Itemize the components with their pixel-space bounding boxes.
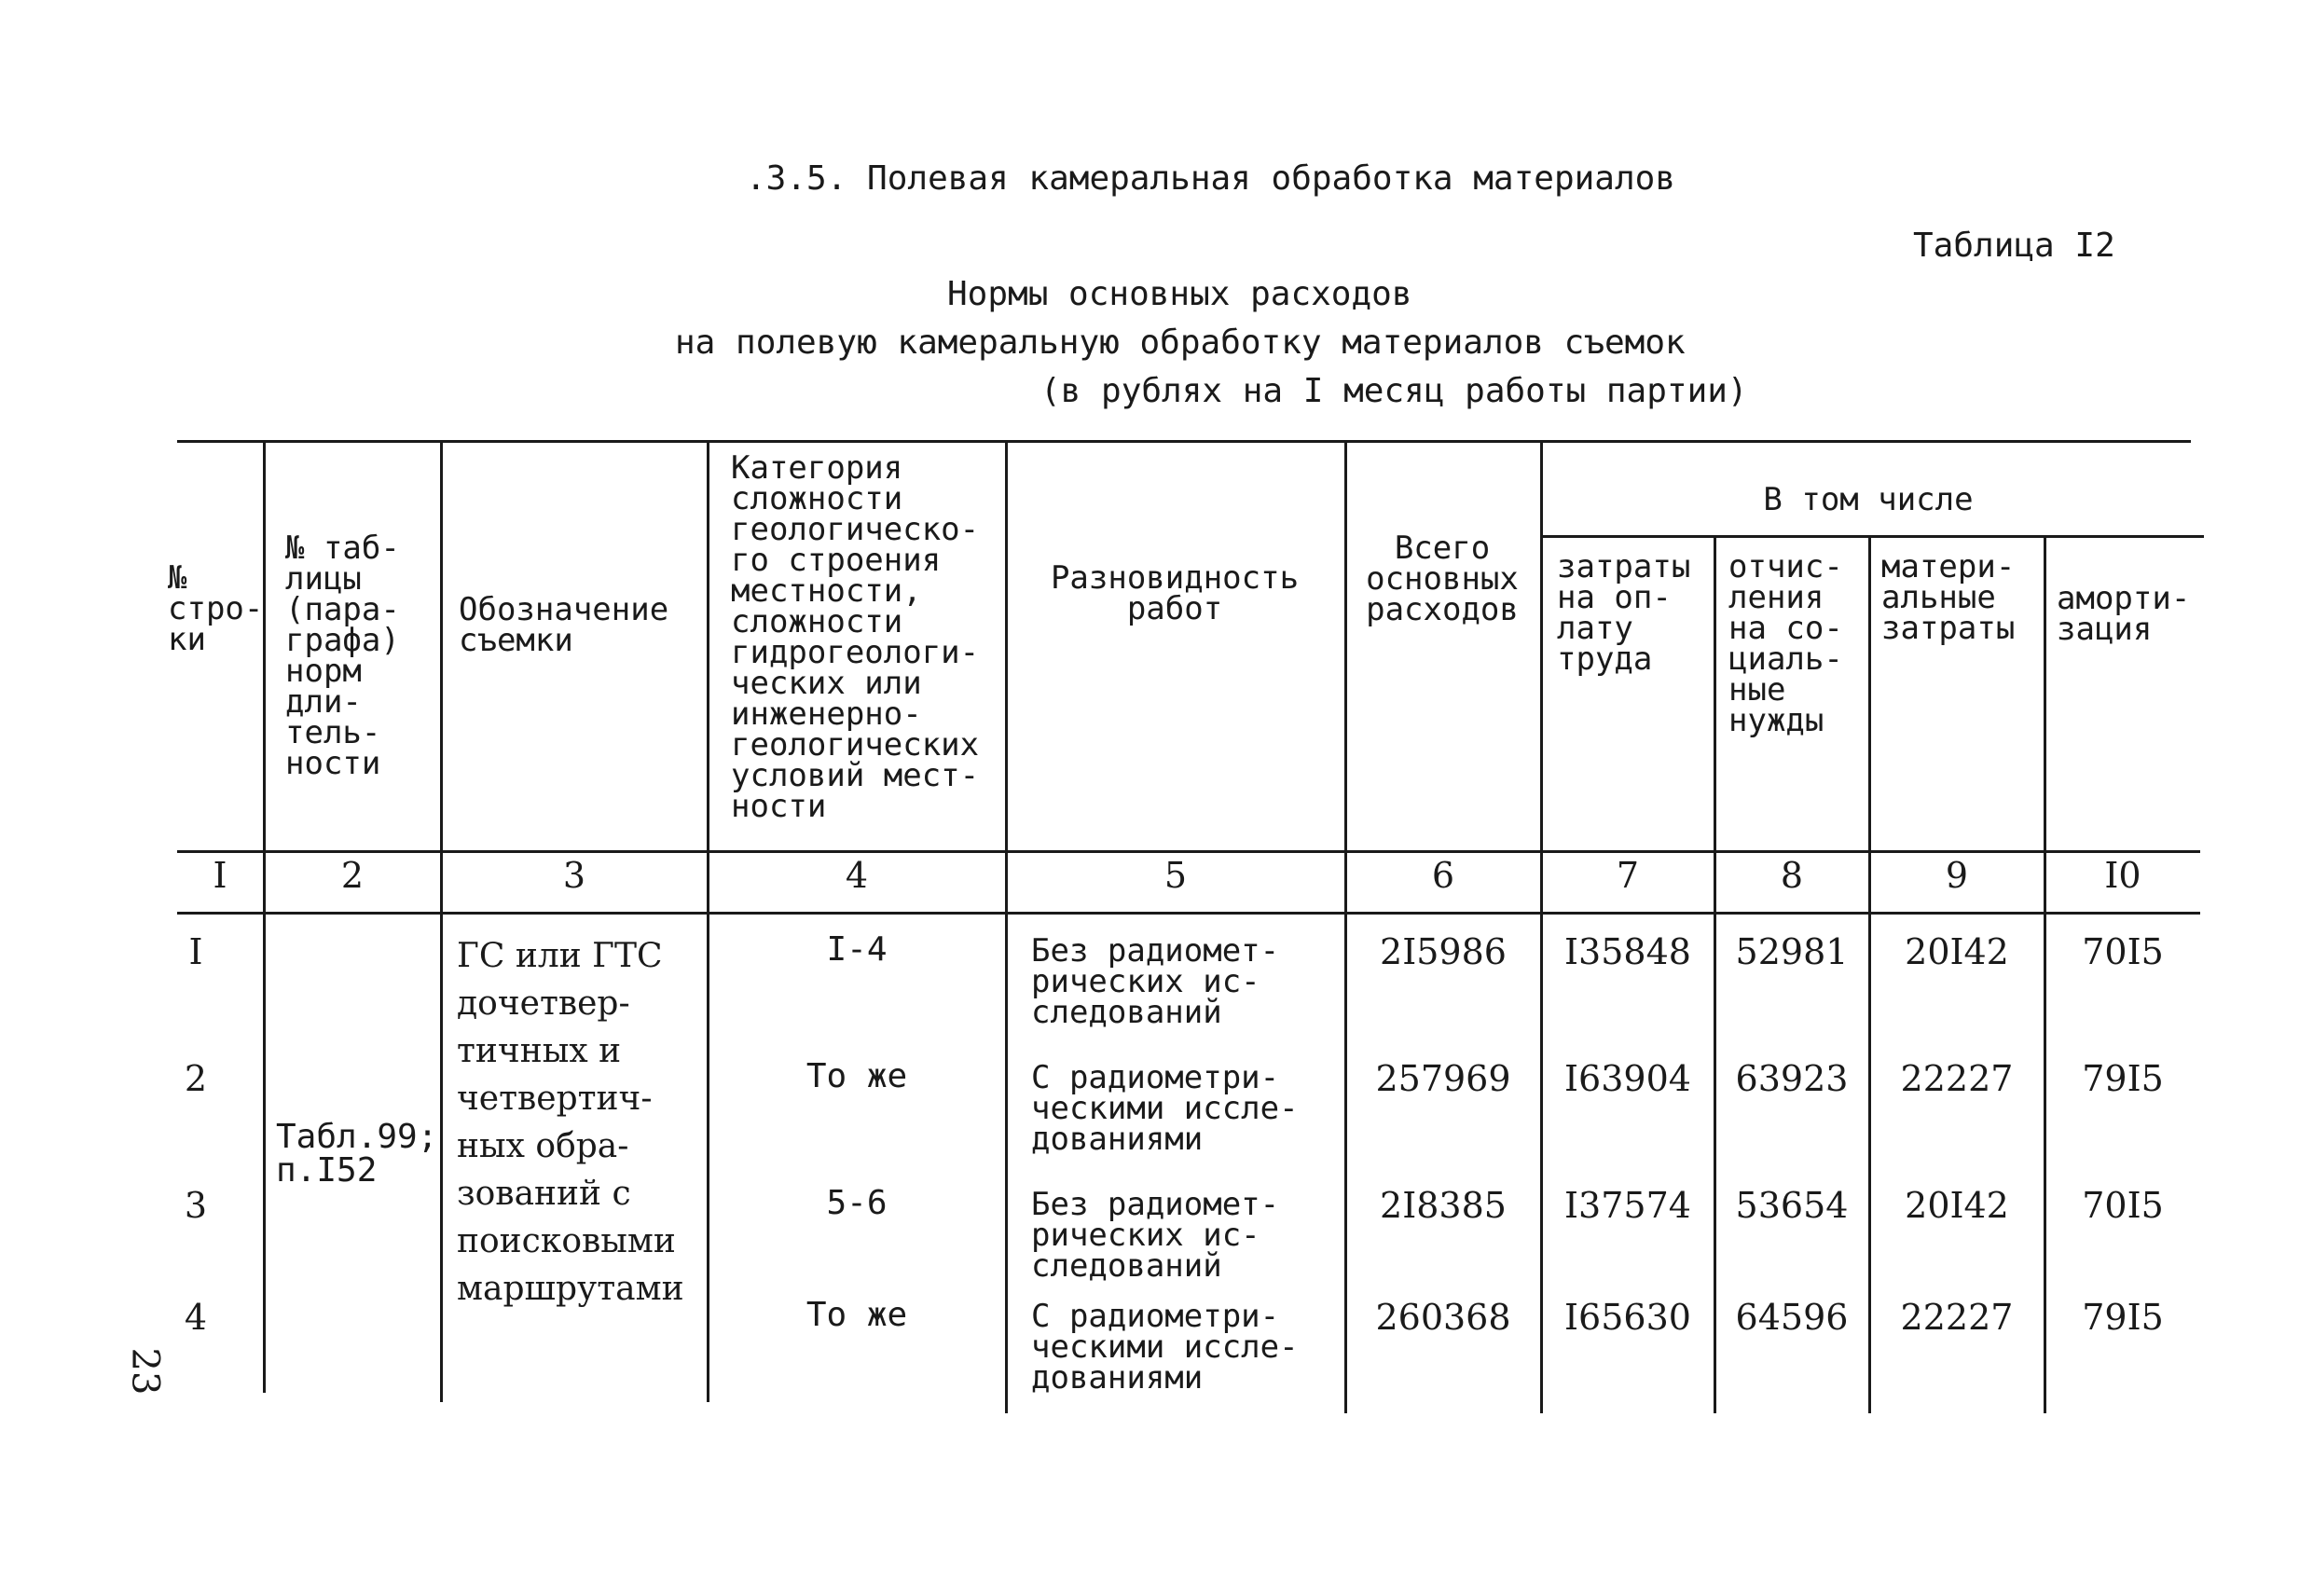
row-number: 4 — [184, 1297, 208, 1338]
complexity-category: I-4 — [826, 930, 888, 969]
norm-table-ref: Табл.99; п.I52 — [276, 1118, 438, 1190]
caption-line-1: Нормы основных расходов — [947, 275, 1412, 313]
column-divider — [1868, 535, 1871, 1413]
material-costs: 22227 — [1900, 1297, 2014, 1338]
column-number: 8 — [1780, 855, 1804, 896]
column-divider — [1540, 440, 1543, 1413]
header-social-deductions: отчис- ления на со- циаль- ные нужды — [1728, 548, 1843, 739]
social-deductions: 53654 — [1735, 1185, 1849, 1226]
labor-costs: I63904 — [1564, 1058, 1691, 1099]
work-type: С радиометри- ческими иссле- дованиями — [1031, 1059, 1299, 1158]
column-divider — [2044, 535, 2046, 1413]
header-complexity-category: Категория сложности геологическо- го строения местности, сложности гидрогеологи- ческих или инженерно- геологических условий мест- ности — [731, 449, 980, 825]
column-divider — [707, 440, 709, 1402]
header-row-number: № стро- ки — [168, 559, 264, 658]
amortization: 70I5 — [2082, 931, 2164, 972]
caption-line-2: на полевую камеральную обработку материалов съемок — [675, 323, 1686, 362]
social-deductions: 52981 — [1735, 931, 1849, 972]
work-type: Без радиомет- рических ис- следований — [1031, 1186, 1280, 1285]
material-costs: 22227 — [1900, 1058, 2014, 1099]
survey-designation: ГС или ГТС дочетвер- тичных и четвертич- ных обра- зований с поисковыми маршрутами — [457, 937, 684, 1308]
header-bottom-rule — [177, 850, 2200, 853]
amortization: 79I5 — [2082, 1297, 2164, 1338]
header-norm-table-ref: № таб- лицы (пара- графа) норм дли- тель- ности — [285, 530, 400, 782]
column-divider — [1714, 535, 1716, 1413]
total-costs: 260368 — [1375, 1297, 1511, 1338]
column-number: I — [213, 855, 227, 896]
row-number: I — [188, 931, 203, 972]
labor-costs: I65630 — [1564, 1297, 1691, 1338]
amortization: 79I5 — [2082, 1058, 2164, 1099]
column-divider — [263, 440, 266, 1393]
header-work-type: Разновидность работ — [1050, 559, 1300, 627]
work-type: Без радиомет- рических ис- следований — [1031, 932, 1280, 1031]
column-number: 3 — [562, 855, 586, 896]
numbers-bottom-rule — [177, 912, 2200, 915]
column-number: I0 — [2104, 855, 2141, 896]
column-divider — [440, 440, 443, 1402]
table-label: Таблица I2 — [1913, 227, 2115, 265]
header-labor-costs: затраты на оп- лату труда — [1557, 548, 1691, 678]
labor-costs: I37574 — [1564, 1185, 1691, 1226]
header-material-costs: матери- альные затраты — [1881, 548, 2016, 647]
amortization: 70I5 — [2082, 1185, 2164, 1226]
total-costs: 2I8385 — [1380, 1185, 1507, 1226]
row-number: 2 — [184, 1058, 208, 1099]
column-number: 6 — [1431, 855, 1455, 896]
complexity-category: То же — [805, 1057, 908, 1095]
header-survey-designation: Обозначение съемки — [459, 591, 669, 659]
social-deductions: 64596 — [1735, 1297, 1849, 1338]
caption-line-3: (в рублях на I месяц работы партии) — [1040, 372, 1748, 410]
column-number: 9 — [1945, 855, 1969, 896]
social-deductions: 63923 — [1735, 1058, 1849, 1099]
header-total-costs: Всего основных расходов — [1366, 530, 1519, 628]
column-number: 2 — [340, 855, 365, 896]
material-costs: 20I42 — [1905, 1185, 2009, 1226]
header-group-including: В том числе — [1763, 481, 1974, 518]
row-number: 3 — [184, 1185, 208, 1226]
table-top-rule — [177, 440, 2191, 443]
work-type: С радиометри- ческими иссле- дованиями — [1031, 1298, 1299, 1396]
labor-costs: I35848 — [1564, 931, 1691, 972]
header-amortization: аморти- зация — [2057, 580, 2191, 648]
complexity-category: 5-6 — [826, 1184, 888, 1222]
total-costs: 257969 — [1375, 1058, 1511, 1099]
group-header-rule — [1542, 535, 2204, 538]
column-number: 7 — [1616, 855, 1640, 896]
column-number: 5 — [1163, 855, 1188, 896]
material-costs: 20I42 — [1905, 931, 2009, 972]
complexity-category: То же — [805, 1296, 908, 1334]
column-number: 4 — [845, 855, 869, 896]
section-title: .3.5. Полевая камеральная обработка материалов — [746, 159, 1675, 198]
total-costs: 2I5986 — [1380, 931, 1507, 972]
page-number: 23 — [123, 1347, 167, 1396]
